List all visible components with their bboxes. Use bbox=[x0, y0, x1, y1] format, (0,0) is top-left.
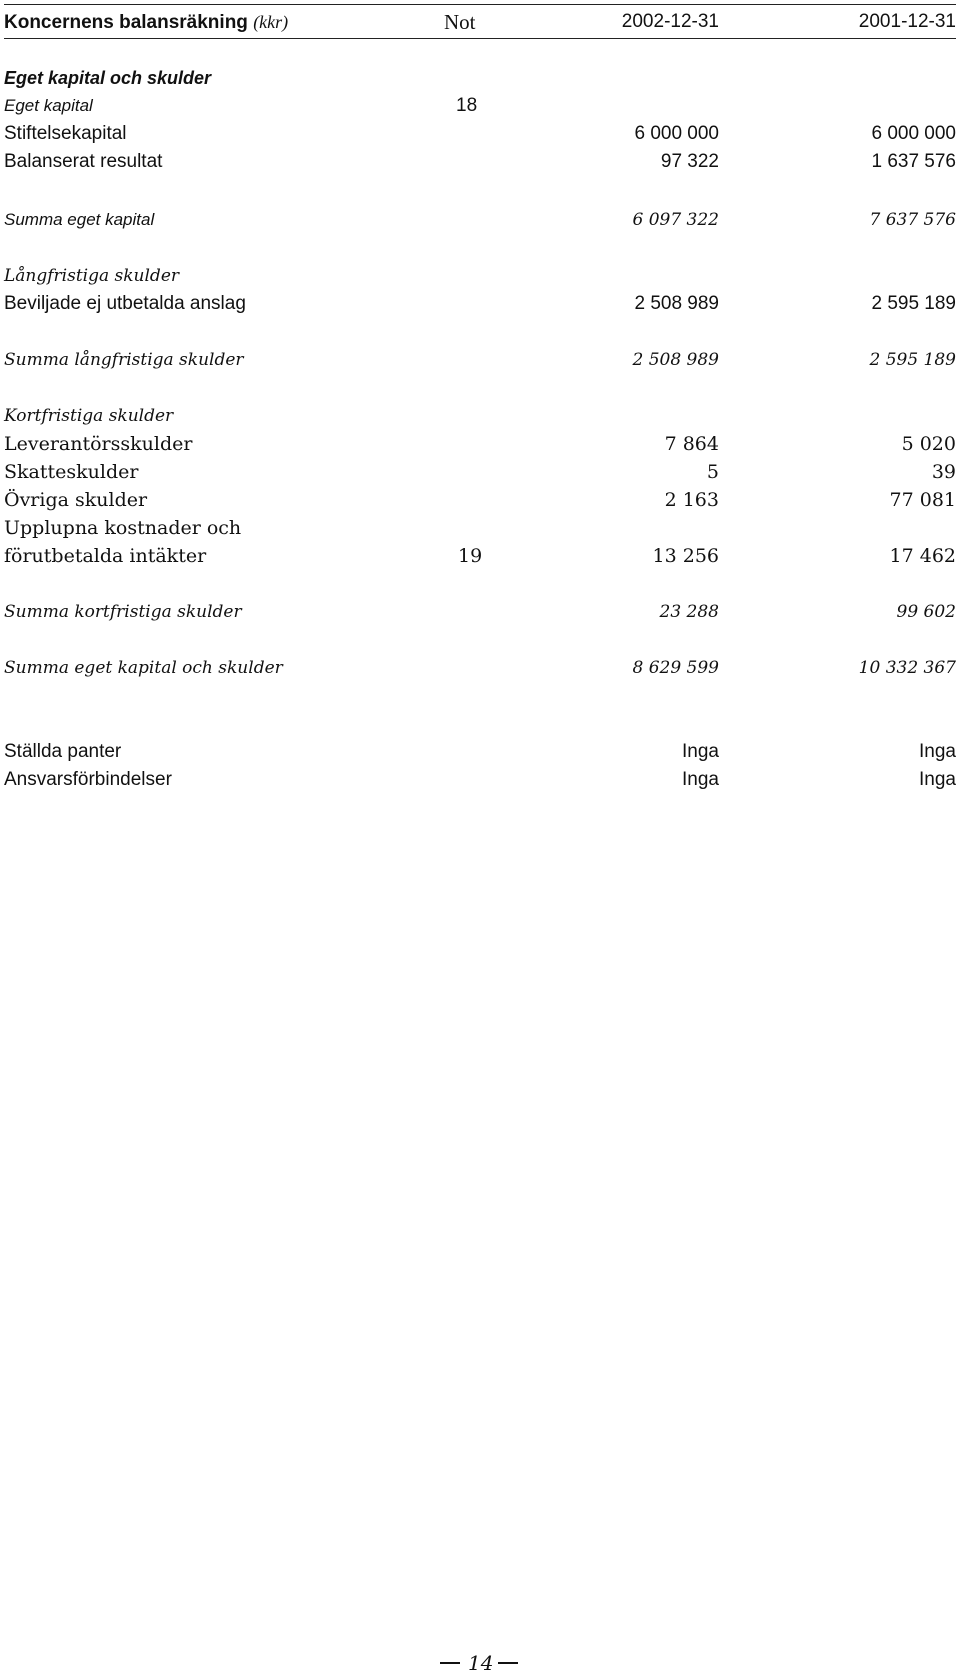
section-heading bbox=[0, 64, 960, 92]
accrued-note: 19 bbox=[458, 545, 483, 567]
row-value-y2: 5 020 bbox=[901, 433, 956, 455]
table-title: Koncernens balansräkning (kkr) bbox=[4, 12, 289, 33]
grand-total-label: Summa eget kapital och skulder bbox=[4, 658, 283, 678]
row-value-y1: 13 256 bbox=[652, 545, 719, 567]
year2-column-header: 2001-12-31 bbox=[858, 11, 956, 32]
row-value-y1: 2 163 bbox=[664, 489, 719, 511]
subtotal-y2: 7 637 576 bbox=[869, 210, 956, 230]
row-value-y2: 77 081 bbox=[889, 489, 956, 511]
row-value-y2: 17 462 bbox=[889, 545, 956, 567]
pledge-y1: Inga bbox=[682, 741, 719, 762]
subtotal-row bbox=[0, 206, 960, 234]
table-row bbox=[0, 542, 960, 570]
row-label: Stiftelsekapital bbox=[4, 123, 127, 144]
page-number-value: 14 bbox=[468, 1651, 494, 1675]
row-label: Beviljade ej utbetalda anslag bbox=[4, 293, 246, 314]
year1-column-header: 2002-12-31 bbox=[621, 11, 719, 32]
row-value-y1: 7 864 bbox=[664, 433, 719, 455]
table-row bbox=[0, 486, 960, 514]
row-value-y1: 97 322 bbox=[660, 151, 719, 172]
row-value-y2: 1 637 576 bbox=[871, 151, 956, 172]
subtotal-row bbox=[0, 598, 960, 626]
row-value-y1: 2 508 989 bbox=[634, 293, 719, 314]
subtotal-y1: 6 097 322 bbox=[632, 210, 719, 230]
short-term-heading: Kortfristiga skulder bbox=[4, 406, 174, 426]
pledge-label: Ansvarsförbindelser bbox=[4, 769, 172, 790]
note-column-header: Not bbox=[444, 10, 476, 34]
subtotal-y2: 2 595 189 bbox=[869, 350, 956, 370]
row-label: Balanserat resultat bbox=[4, 151, 163, 172]
row-value-y1: 5 bbox=[706, 461, 719, 483]
page-number bbox=[440, 1651, 520, 1675]
grand-total-row bbox=[0, 654, 960, 682]
pledge-label: Ställda panter bbox=[4, 741, 122, 762]
top-rule bbox=[4, 4, 956, 5]
subtotal-label: Summa kortfristiga skulder bbox=[4, 602, 242, 622]
long-term-heading: Långfristiga skulder bbox=[4, 266, 180, 286]
row-label: Skatteskulder bbox=[4, 461, 139, 483]
grand-total-y2: 10 332 367 bbox=[858, 658, 956, 678]
table-row bbox=[0, 148, 960, 176]
page-number-dash-right bbox=[498, 1662, 518, 1664]
pledge-y2: Inga bbox=[919, 741, 956, 762]
subtotal-label: Summa långfristiga skulder bbox=[4, 350, 244, 370]
subsection-heading bbox=[0, 402, 960, 430]
table-row bbox=[0, 458, 960, 486]
table-row bbox=[0, 514, 960, 542]
row-value-y2: 2 595 189 bbox=[871, 293, 956, 314]
table-row bbox=[0, 430, 960, 458]
subtotal-y1: 2 508 989 bbox=[632, 350, 719, 370]
row-value-y2: 39 bbox=[931, 461, 956, 483]
subsection-heading bbox=[0, 92, 960, 120]
subtotal-y2: 99 602 bbox=[896, 602, 956, 622]
table-row bbox=[0, 290, 960, 318]
row-value-y1: 6 000 000 bbox=[634, 123, 719, 144]
subtotal-label: Summa eget kapital bbox=[4, 210, 155, 229]
table-row bbox=[0, 120, 960, 148]
header-rule bbox=[4, 38, 956, 39]
subsection-heading bbox=[0, 262, 960, 290]
section-heading-label: Eget kapital och skulder bbox=[4, 68, 212, 88]
pledge-row bbox=[0, 738, 960, 766]
row-value-y2: 6 000 000 bbox=[871, 123, 956, 144]
equity-note: 18 bbox=[456, 95, 478, 116]
row-label-line2: förutbetalda intäkter bbox=[4, 545, 207, 567]
page-number-dash-left bbox=[440, 1662, 460, 1664]
equity-heading: Eget kapital bbox=[4, 96, 93, 115]
pledge-y2: Inga bbox=[919, 769, 956, 790]
pledge-row bbox=[0, 766, 960, 794]
row-label-line1: Upplupna kostnader och bbox=[4, 517, 242, 539]
row-label: Övriga skulder bbox=[4, 489, 148, 511]
table-header bbox=[0, 8, 960, 36]
pledge-y1: Inga bbox=[682, 769, 719, 790]
subtotal-row bbox=[0, 346, 960, 374]
grand-total-y1: 8 629 599 bbox=[632, 658, 719, 678]
row-label: Leverantörsskulder bbox=[4, 433, 193, 455]
subtotal-y1: 23 288 bbox=[659, 602, 719, 622]
